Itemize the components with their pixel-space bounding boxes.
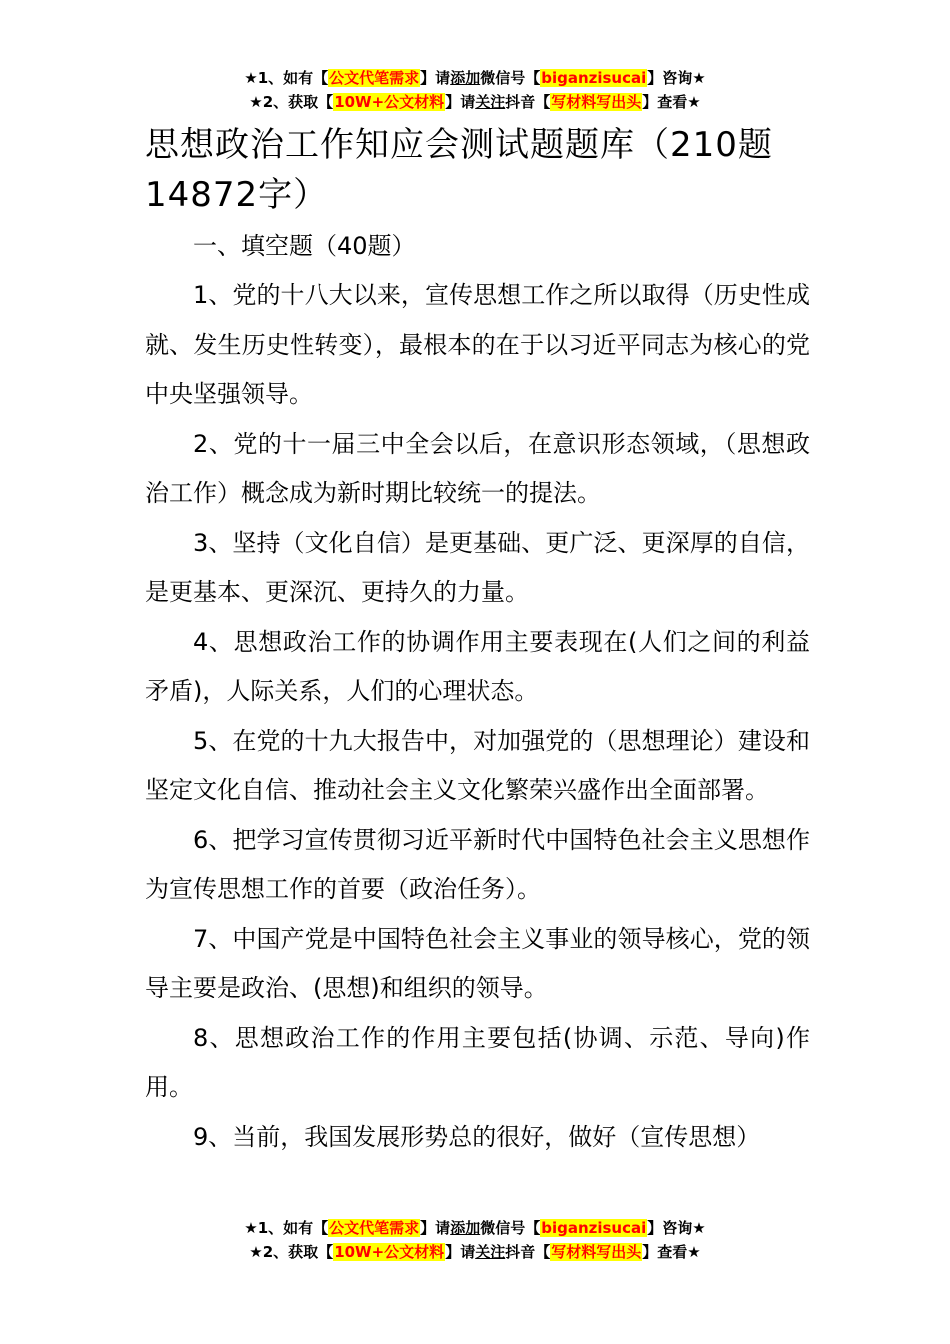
highlight-text: 公文代笔需求 xyxy=(329,1219,420,1237)
section-heading: 一、填空题（40题） xyxy=(193,232,416,260)
highlight-text: 公文代笔需求 xyxy=(329,69,420,87)
highlight-text: 写材料写出头 xyxy=(551,93,642,111)
question-paragraph: 6、把学习宣传贯彻习近平新时代中国特色社会主义思想作为宣传思想工作的首要（政治任务）。 xyxy=(145,825,810,903)
question-paragraph: 4、思想政治工作的协调作用主要表现在(人们之间的利益矛盾)，人际关系，人们的心理状态。 xyxy=(145,627,810,705)
banner-line-1: ★1、如有【公文代笔需求】请添加微信号【biganzisucai】咨询★ xyxy=(244,69,706,87)
question-paragraph: 7、中国产党是中国特色社会主义事业的领导核心，党的领导主要是政治、(思想)和组织的领导。 xyxy=(145,924,810,1002)
banner-line-2: ★2、获取【10W+公文材料】请关注抖音【写材料写出头】查看★ xyxy=(249,1243,701,1261)
document-title: 思想政治工作知应会测试题题库（210题14872字） xyxy=(145,125,773,215)
question-paragraph: 9、当前，我国发展形势总的很好，做好（宣传思想） xyxy=(193,1122,761,1151)
question-paragraph: 1、党的十八大以来，宣传思想工作之所以取得（历史性成就、发生历史性转变），最根本的在于以习近平同志为核心的党中央坚强领导。 xyxy=(145,281,810,408)
banner-line-1: ★1、如有【公文代笔需求】请添加微信号【biganzisucai】咨询★ xyxy=(244,1219,706,1237)
highlight-text: biganzisucai xyxy=(541,1219,647,1237)
banner-line-2: ★2、获取【10W+公文材料】请关注抖音【写材料写出头】查看★ xyxy=(249,93,701,111)
question-paragraph: 3、坚持（文化自信）是更基础、更广泛、更深厚的自信，是更基本、更深沉、更持久的力量。 xyxy=(145,528,810,606)
highlight-text: biganzisucai xyxy=(541,69,647,87)
top-banner xyxy=(0,66,950,114)
question-paragraph: 8、思想政治工作的作用主要包括(协调、示范、导向)作用。 xyxy=(145,1023,810,1101)
document-body xyxy=(145,222,810,1162)
question-paragraph: 2、党的十一届三中全会以后，在意识形态领域，（思想政治工作）概念成为新时期比较统一的提法。 xyxy=(145,429,810,507)
highlight-text: 写材料写出头 xyxy=(551,1243,642,1261)
question-paragraph: 5、在党的十九大报告中，对加强党的（思想理论）建设和坚定文化自信、推动社会主义文化繁荣兴盛作出全面部署。 xyxy=(145,726,810,804)
highlight-text: 10W+公文材料 xyxy=(334,1243,445,1261)
bottom-banner xyxy=(0,1216,950,1264)
highlight-text: 10W+公文材料 xyxy=(334,93,445,111)
